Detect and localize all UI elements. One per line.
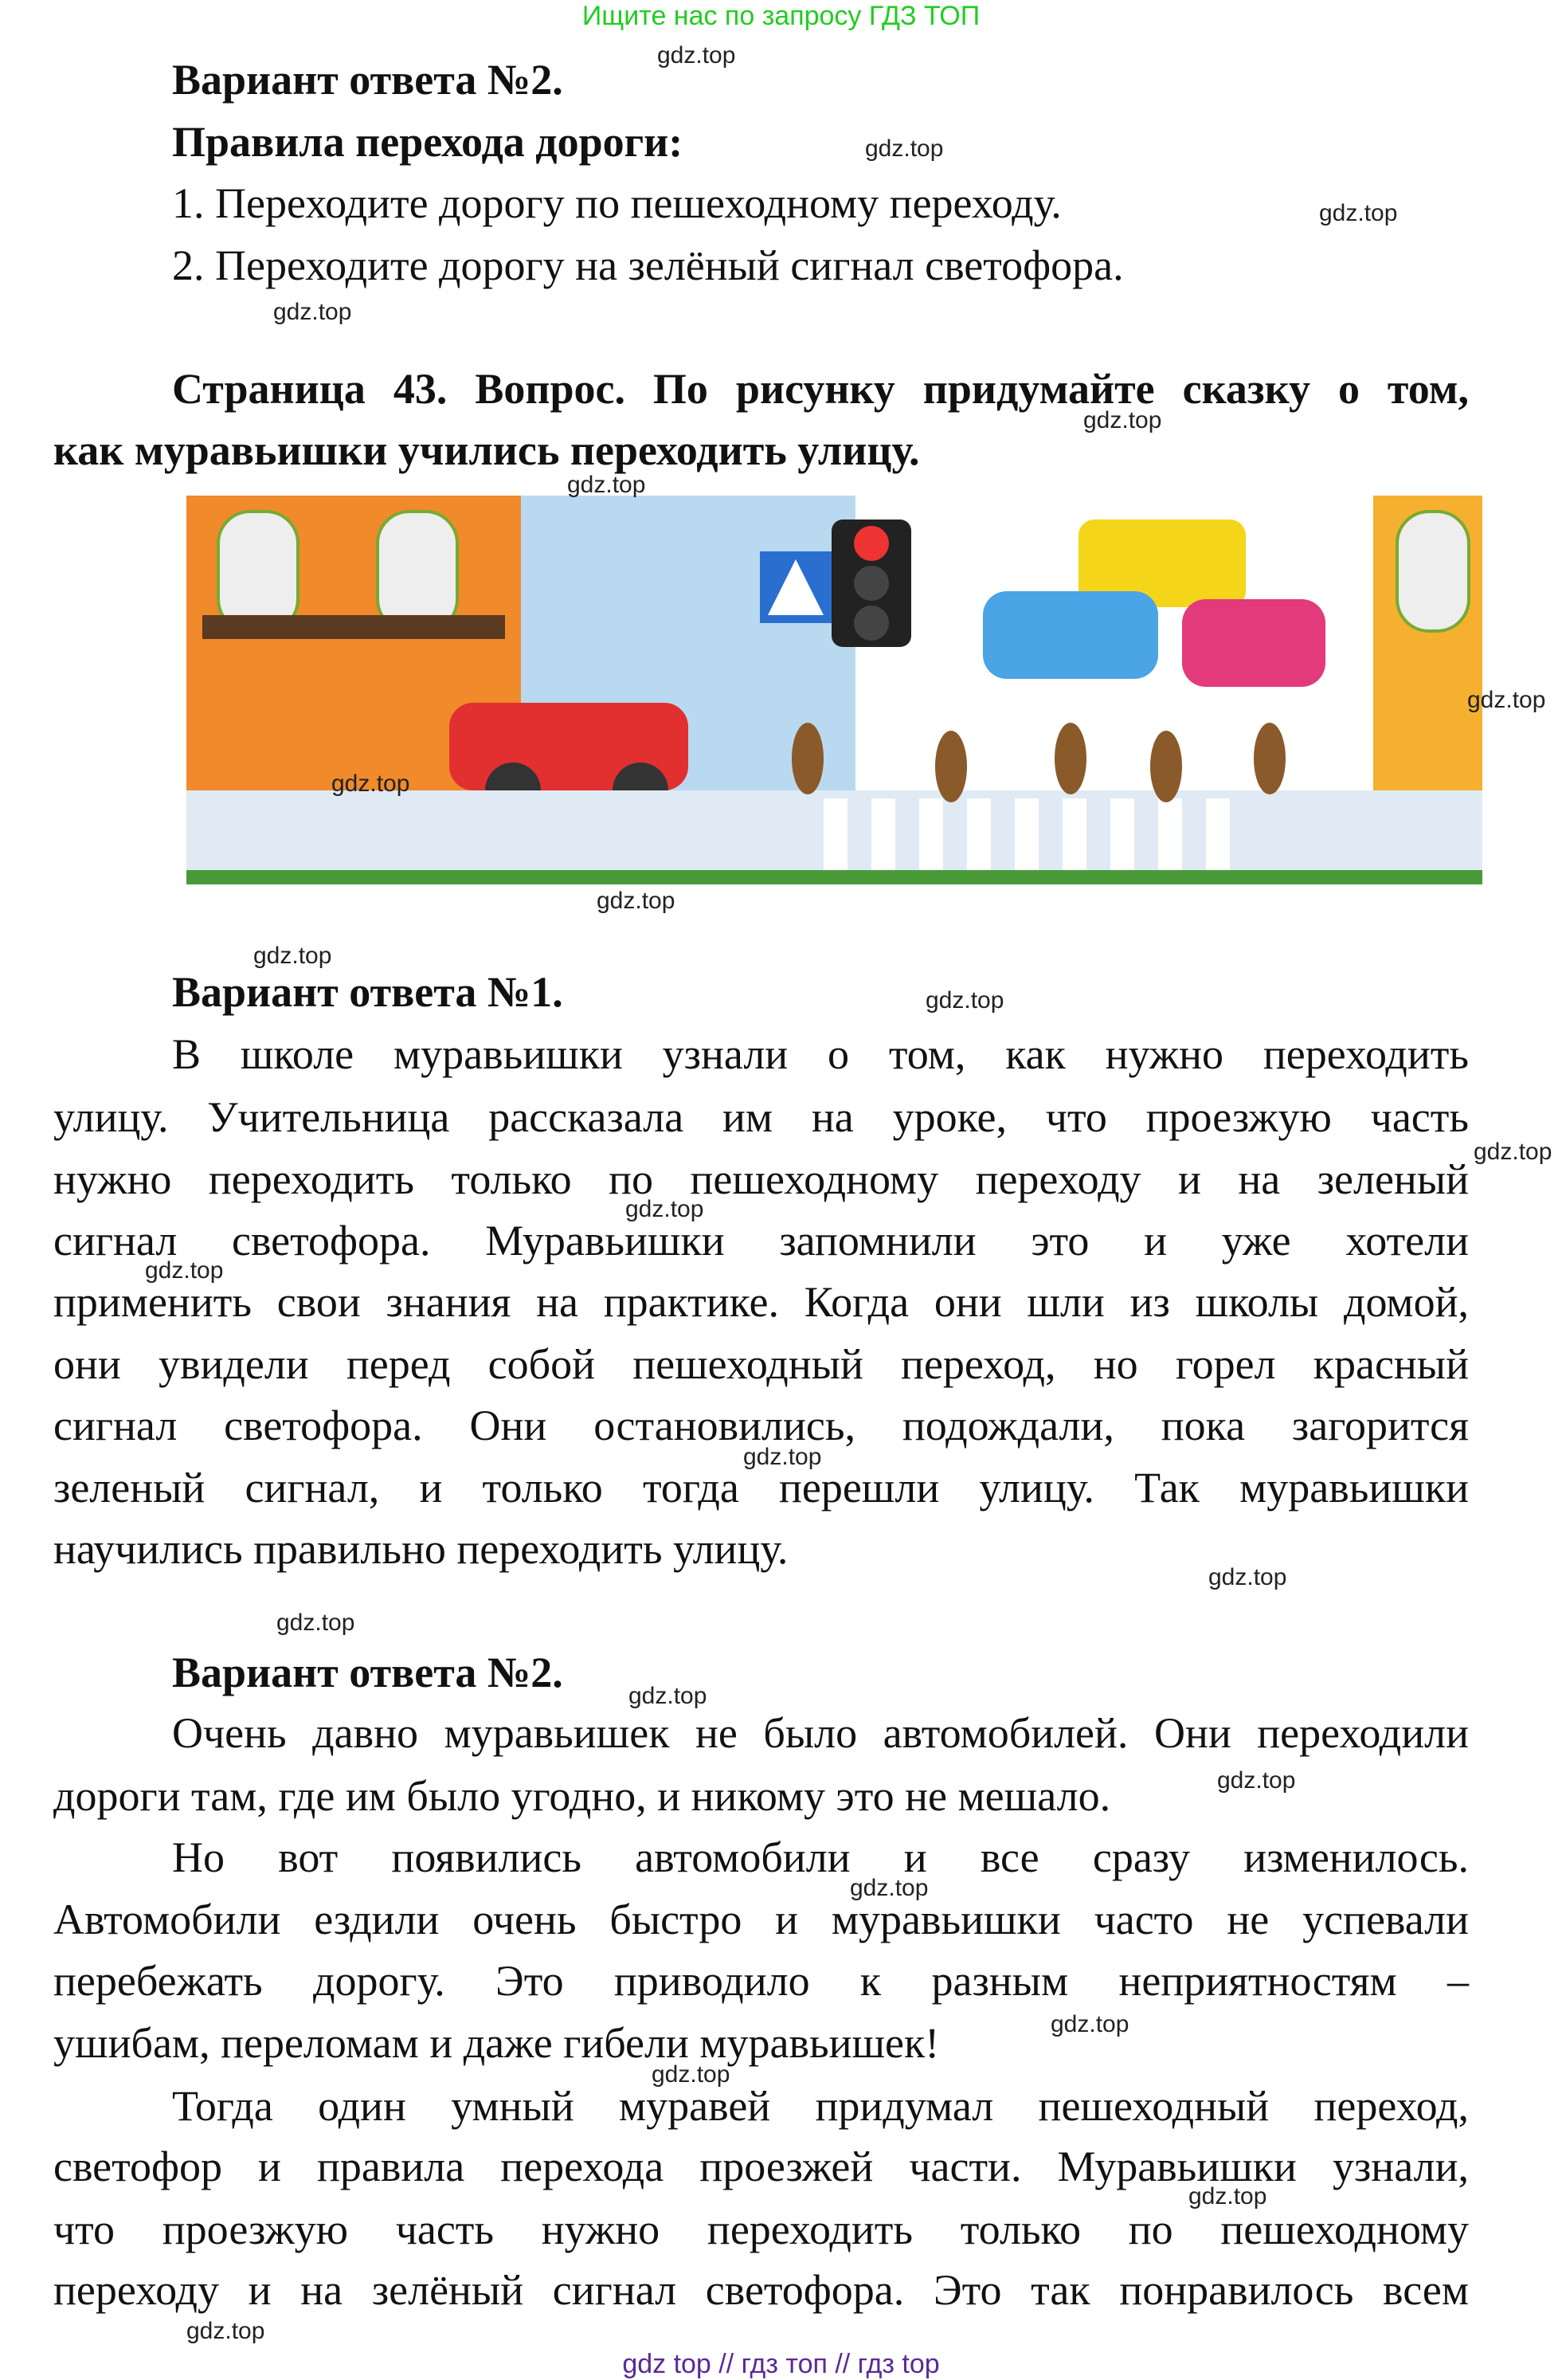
watermark: gdz.top [865, 135, 944, 162]
paragraph-line: перебежать дорогу. Это приводило к разным неприятностям – [53, 1957, 1469, 2005]
watermark: gdz.top [1474, 1139, 1552, 1165]
paragraph-line: зеленый сигнал, и только тогда перешли улицу. Так муравьишки [53, 1464, 1469, 1512]
paragraph-line: светофор и правила перехода проезжей части. Муравьишки узнали, [53, 2143, 1469, 2190]
paragraph-line: Очень давно муравьишек не было автомобилей. Они переходили [172, 1709, 1469, 1757]
watermark: gdz.top [1217, 1767, 1296, 1794]
paragraph-line: Но вот появились автомобили и все сразу изменилось. [172, 1833, 1469, 1881]
question-title-cont: как муравьишки учились переходить улицу. [53, 426, 920, 474]
paragraph-line: улицу. Учительница рассказала им на уроке, что проезжую часть [53, 1093, 1469, 1141]
watermark: gdz.top [657, 42, 736, 69]
paragraph-line: сигнал светофора. Муравьишки запомнили это и уже хотели [53, 1217, 1469, 1264]
watermark: gdz.top [628, 1683, 707, 1709]
watermark: gdz.top [1319, 200, 1398, 226]
paragraph-line: Автомобили ездили очень быстро и муравьишки часто не успевали [53, 1896, 1469, 1943]
watermark: gdz.top [1208, 1564, 1287, 1590]
heading-variant-2: Вариант ответа №2. [172, 56, 563, 104]
watermark: gdz.top [743, 1444, 822, 1470]
paragraph-line: что проезжую часть нужно переходить только по пешеходному [53, 2206, 1469, 2253]
footer-links[interactable]: gdz top // гдз топ // гдз top [622, 2349, 940, 2379]
watermark: gdz.top [1467, 687, 1546, 713]
grass [186, 870, 1482, 884]
paragraph-line: переходу и на зелёный сигнал светофора. Это так понравилось всем [53, 2266, 1469, 2314]
heading-variant-2b: Вариант ответа №2. [172, 1649, 563, 1696]
paragraph-line: научились правильно переходить улицу. [53, 1525, 789, 1573]
watermark: gdz.top [331, 770, 410, 797]
watermark: gdz.top [1051, 2011, 1129, 2037]
watermark: gdz.top [1188, 2183, 1267, 2209]
watermark: gdz.top [145, 1257, 224, 1284]
watermark: gdz.top [850, 1875, 929, 1901]
heading-variant-1: Вариант ответа №1. [172, 968, 563, 1016]
watermark: gdz.top [273, 299, 352, 325]
watermark: gdz.top [253, 943, 332, 969]
watermark: gdz.top [652, 2061, 730, 2088]
paragraph-line: применить свои знания на практике. Когда они шли из школы домой, [53, 1278, 1469, 1326]
rule-2: 2. Переходите дорогу на зелёный сигнал светофора. [172, 241, 1124, 289]
watermark: gdz.top [625, 1196, 704, 1222]
paragraph-line: сигнал светофора. Они остановились, подождали, пока загорится [53, 1402, 1469, 1449]
watermark: gdz.top [186, 2318, 265, 2344]
watermark: gdz.top [276, 1610, 355, 1636]
blue-car [983, 591, 1158, 679]
watermark: gdz.top [1083, 407, 1162, 433]
paragraph-line: они увидели перед собой пешеходный переход, но горел красный [53, 1340, 1469, 1388]
watermark: gdz.top [926, 987, 1004, 1014]
question-title: Страница 43. Вопрос. По рисунку придумайте сказку о том, [172, 365, 1469, 413]
zebra-crossing [824, 798, 1230, 870]
watermark: gdz.top [597, 888, 675, 914]
watermark: gdz.top [567, 472, 646, 498]
paragraph-line: В школе муравьишки узнали о том, как нужно переходить [172, 1030, 1469, 1078]
paragraph-line: ушибам, переломам и даже гибели муравьишек! [53, 2019, 940, 2067]
paragraph-line: дороги там, где им было угодно, и никому это не мешало. [53, 1772, 1111, 1820]
pink-car [1182, 599, 1325, 687]
illustration-ants-crossing [186, 496, 1482, 892]
heading-rules: Правила перехода дороги: [172, 118, 683, 166]
rule-1: 1. Переходите дорогу по пешеходному переходу. [172, 179, 1062, 227]
paragraph-line: Тогда один умный муравей придумал пешеходный переход, [172, 2082, 1469, 2130]
paragraph-line: нужно переходить только по пешеходному переходу и на зеленый [53, 1155, 1469, 1203]
search-hint-link[interactable]: Ищите нас по запросу ГДЗ ТОП [581, 1, 981, 31]
